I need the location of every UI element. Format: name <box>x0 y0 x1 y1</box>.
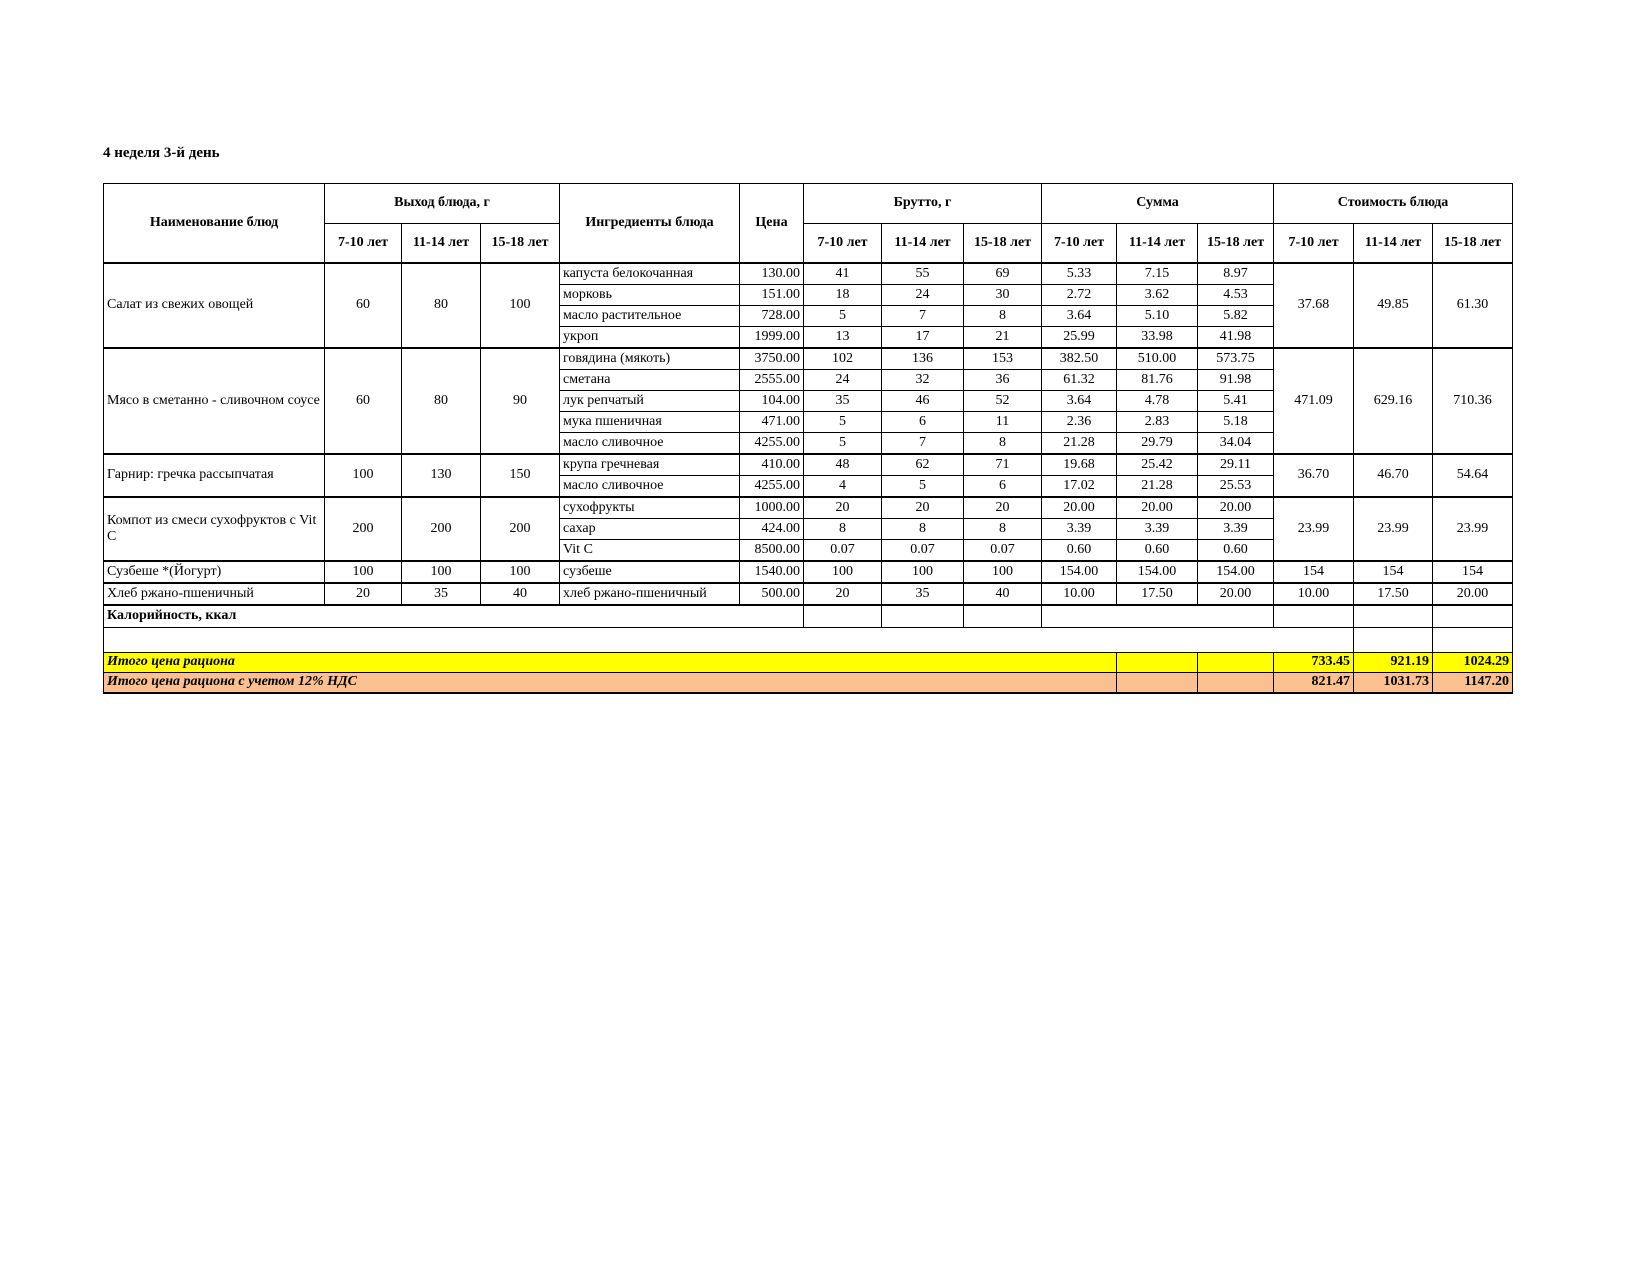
sum-cell-age-1: 382.50 <box>1042 348 1117 370</box>
ingredient-row <box>104 583 1513 605</box>
gross-cell-age-2: 136 <box>882 348 964 370</box>
ingredient-cell: Vit C <box>560 540 740 562</box>
gross-cell-age-2: 35 <box>882 583 964 605</box>
calories-cost-cell <box>1354 605 1433 628</box>
header-cost-age-3: 15-18 лет <box>1433 224 1513 264</box>
gross-cell-age-3: 40 <box>964 583 1042 605</box>
totals-row-net <box>104 653 1513 673</box>
gross-cell-age-1: 100 <box>804 561 882 583</box>
ingredient-cell: масло растительное <box>560 306 740 327</box>
sum-cell-age-1: 20.00 <box>1042 497 1117 519</box>
ingredient-cell: укроп <box>560 327 740 349</box>
dish-name-cell: Гарнир: гречка рассыпчатая <box>104 454 325 497</box>
gross-cell-age-2: 0.07 <box>882 540 964 562</box>
sum-cell-age-2: 7.15 <box>1117 263 1198 285</box>
gross-cell-age-3: 6 <box>964 476 1042 498</box>
calories-gross-cell <box>964 605 1042 628</box>
price-cell: 1000.00 <box>740 497 804 519</box>
cost-cell-age-2: 154 <box>1354 561 1433 583</box>
calories-sum-cell <box>1042 605 1274 628</box>
cost-cell-age-3: 154 <box>1433 561 1513 583</box>
cost-cell-age-3: 61.30 <box>1433 263 1513 348</box>
ingredient-cell: мука пшеничная <box>560 412 740 433</box>
price-cell: 130.00 <box>740 263 804 285</box>
output-cell-age-1: 200 <box>325 497 402 561</box>
header-gross-age-1: 7-10 лет <box>804 224 882 264</box>
gross-cell-age-2: 32 <box>882 370 964 391</box>
gross-cell-age-3: 8 <box>964 433 1042 455</box>
gross-cell-age-2: 46 <box>882 391 964 412</box>
sum-cell-age-2: 5.10 <box>1117 306 1198 327</box>
gross-cell-age-3: 153 <box>964 348 1042 370</box>
price-cell: 3750.00 <box>740 348 804 370</box>
gross-cell-age-2: 17 <box>882 327 964 349</box>
header-output: Выход блюда, г <box>325 184 560 224</box>
price-cell: 151.00 <box>740 285 804 306</box>
output-cell-age-3: 90 <box>481 348 560 454</box>
totals-net-value-2: 921.19 <box>1354 653 1433 673</box>
gross-cell-age-3: 8 <box>964 519 1042 540</box>
totals-vat-value-2: 1031.73 <box>1354 673 1433 694</box>
output-cell-age-3: 200 <box>481 497 560 561</box>
output-cell-age-1: 60 <box>325 348 402 454</box>
sum-cell-age-3: 154.00 <box>1198 561 1274 583</box>
ingredient-cell: масло сливочное <box>560 433 740 455</box>
header-cost-age-2: 11-14 лет <box>1354 224 1433 264</box>
price-cell: 1540.00 <box>740 561 804 583</box>
ingredient-cell: капуста белокочанная <box>560 263 740 285</box>
totals-empty-cell <box>1117 653 1198 673</box>
output-cell-age-3: 100 <box>481 561 560 583</box>
dish-name-cell: Сузбеше *(Йогурт) <box>104 561 325 583</box>
cost-cell-age-3: 23.99 <box>1433 497 1513 561</box>
output-cell-age-2: 80 <box>402 263 481 348</box>
cost-cell-age-1: 154 <box>1274 561 1354 583</box>
output-cell-age-1: 20 <box>325 583 402 605</box>
price-cell: 410.00 <box>740 454 804 476</box>
gross-cell-age-1: 41 <box>804 263 882 285</box>
output-cell-age-3: 150 <box>481 454 560 497</box>
totals-empty-cell <box>1117 673 1198 694</box>
gross-cell-age-1: 13 <box>804 327 882 349</box>
spacer-row <box>104 628 1513 653</box>
price-cell: 500.00 <box>740 583 804 605</box>
ingredient-cell: крупа гречневая <box>560 454 740 476</box>
gross-cell-age-1: 102 <box>804 348 882 370</box>
gross-cell-age-2: 62 <box>882 454 964 476</box>
gross-cell-age-1: 4 <box>804 476 882 498</box>
dish-rows-body <box>104 263 1513 605</box>
sum-cell-age-1: 3.64 <box>1042 391 1117 412</box>
gross-cell-age-3: 20 <box>964 497 1042 519</box>
spacer-cell <box>104 628 1354 653</box>
gross-cell-age-3: 0.07 <box>964 540 1042 562</box>
header-sum-age-3: 15-18 лет <box>1198 224 1274 264</box>
header-gross-age-3: 15-18 лет <box>964 224 1042 264</box>
sum-cell-age-3: 20.00 <box>1198 497 1274 519</box>
output-cell-age-2: 100 <box>402 561 481 583</box>
sum-cell-age-2: 2.83 <box>1117 412 1198 433</box>
spacer-cell <box>1433 628 1513 653</box>
gross-cell-age-3: 21 <box>964 327 1042 349</box>
menu-table <box>103 183 1513 694</box>
sum-cell-age-2: 3.62 <box>1117 285 1198 306</box>
header-gross: Брутто, г <box>804 184 1042 224</box>
cost-cell-age-1: 37.68 <box>1274 263 1354 348</box>
totals-vat-value-1: 821.47 <box>1274 673 1354 694</box>
header-output-age-3: 15-18 лет <box>481 224 560 264</box>
gross-cell-age-1: 20 <box>804 583 882 605</box>
sum-cell-age-2: 21.28 <box>1117 476 1198 498</box>
header-dish-name: Наименование блюд <box>104 184 325 264</box>
sum-cell-age-1: 10.00 <box>1042 583 1117 605</box>
cost-cell-age-2: 17.50 <box>1354 583 1433 605</box>
calories-gross-cell <box>882 605 964 628</box>
cost-cell-age-3: 20.00 <box>1433 583 1513 605</box>
sum-cell-age-1: 19.68 <box>1042 454 1117 476</box>
ingredient-cell: сахар <box>560 519 740 540</box>
totals-net-value-1: 733.45 <box>1274 653 1354 673</box>
ingredient-row <box>104 497 1513 519</box>
sum-cell-age-3: 0.60 <box>1198 540 1274 562</box>
gross-cell-age-2: 55 <box>882 263 964 285</box>
cost-cell-age-2: 23.99 <box>1354 497 1433 561</box>
ingredient-cell: лук репчатый <box>560 391 740 412</box>
ingredient-cell: сметана <box>560 370 740 391</box>
output-cell-age-1: 100 <box>325 561 402 583</box>
output-cell-age-2: 35 <box>402 583 481 605</box>
sum-cell-age-1: 2.36 <box>1042 412 1117 433</box>
sum-cell-age-2: 81.76 <box>1117 370 1198 391</box>
sum-cell-age-3: 29.11 <box>1198 454 1274 476</box>
gross-cell-age-2: 7 <box>882 306 964 327</box>
gross-cell-age-2: 24 <box>882 285 964 306</box>
sum-cell-age-2: 0.60 <box>1117 540 1198 562</box>
price-cell: 4255.00 <box>740 433 804 455</box>
gross-cell-age-3: 11 <box>964 412 1042 433</box>
ingredient-cell: масло сливочное <box>560 476 740 498</box>
sum-cell-age-3: 41.98 <box>1198 327 1274 349</box>
gross-cell-age-1: 5 <box>804 306 882 327</box>
gross-cell-age-1: 35 <box>804 391 882 412</box>
sum-cell-age-1: 154.00 <box>1042 561 1117 583</box>
sum-cell-age-1: 2.72 <box>1042 285 1117 306</box>
sum-cell-age-1: 25.99 <box>1042 327 1117 349</box>
sum-cell-age-3: 5.18 <box>1198 412 1274 433</box>
ingredient-cell: сузбеше <box>560 561 740 583</box>
header-ingredients: Ингредиенты блюда <box>560 184 740 264</box>
totals-row-vat <box>104 673 1513 694</box>
sum-cell-age-2: 154.00 <box>1117 561 1198 583</box>
price-cell: 8500.00 <box>740 540 804 562</box>
ingredient-cell: морковь <box>560 285 740 306</box>
calories-gross-cell <box>804 605 882 628</box>
sum-cell-age-2: 29.79 <box>1117 433 1198 455</box>
totals-empty-cell <box>1198 673 1274 694</box>
output-cell-age-1: 100 <box>325 454 402 497</box>
sum-cell-age-3: 91.98 <box>1198 370 1274 391</box>
output-cell-age-3: 40 <box>481 583 560 605</box>
sum-cell-age-3: 25.53 <box>1198 476 1274 498</box>
calories-cost-cell <box>1274 605 1354 628</box>
gross-cell-age-3: 52 <box>964 391 1042 412</box>
sum-cell-age-2: 4.78 <box>1117 391 1198 412</box>
gross-cell-age-1: 20 <box>804 497 882 519</box>
gross-cell-age-2: 7 <box>882 433 964 455</box>
sum-cell-age-3: 34.04 <box>1198 433 1274 455</box>
sum-cell-age-1: 61.32 <box>1042 370 1117 391</box>
cost-cell-age-2: 49.85 <box>1354 263 1433 348</box>
sum-cell-age-1: 17.02 <box>1042 476 1117 498</box>
ingredient-row <box>104 561 1513 583</box>
output-cell-age-2: 200 <box>402 497 481 561</box>
cost-cell-age-1: 471.09 <box>1274 348 1354 454</box>
gross-cell-age-3: 71 <box>964 454 1042 476</box>
price-cell: 1999.00 <box>740 327 804 349</box>
output-cell-age-2: 80 <box>402 348 481 454</box>
gross-cell-age-2: 100 <box>882 561 964 583</box>
price-cell: 2555.00 <box>740 370 804 391</box>
cost-cell-age-1: 36.70 <box>1274 454 1354 497</box>
header-price: Цена <box>740 184 804 264</box>
totals-vat-label: Итого цена рациона с учетом 12% НДС <box>104 673 1117 694</box>
gross-cell-age-1: 8 <box>804 519 882 540</box>
spacer-cell <box>1354 628 1433 653</box>
output-cell-age-3: 100 <box>481 263 560 348</box>
header-cost-age-1: 7-10 лет <box>1274 224 1354 264</box>
sum-cell-age-1: 0.60 <box>1042 540 1117 562</box>
ingredient-cell: хлеб ржано-пшеничный <box>560 583 740 605</box>
sum-cell-age-2: 20.00 <box>1117 497 1198 519</box>
sum-cell-age-1: 21.28 <box>1042 433 1117 455</box>
gross-cell-age-2: 20 <box>882 497 964 519</box>
ingredient-row <box>104 348 1513 370</box>
ingredient-row <box>104 263 1513 285</box>
gross-cell-age-3: 8 <box>964 306 1042 327</box>
calories-label: Калорийность, ккал <box>104 605 804 628</box>
dish-name-cell: Мясо в сметанно - сливочном соусе <box>104 348 325 454</box>
gross-cell-age-2: 5 <box>882 476 964 498</box>
sum-cell-age-3: 20.00 <box>1198 583 1274 605</box>
price-cell: 4255.00 <box>740 476 804 498</box>
sum-cell-age-2: 25.42 <box>1117 454 1198 476</box>
sum-cell-age-2: 3.39 <box>1117 519 1198 540</box>
header-output-age-2: 11-14 лет <box>402 224 481 264</box>
dish-name-cell: Салат из свежих овощей <box>104 263 325 348</box>
header-sum-age-2: 11-14 лет <box>1117 224 1198 264</box>
gross-cell-age-3: 100 <box>964 561 1042 583</box>
output-cell-age-2: 130 <box>402 454 481 497</box>
sum-cell-age-3: 5.82 <box>1198 306 1274 327</box>
cost-cell-age-2: 629.16 <box>1354 348 1433 454</box>
cost-cell-age-1: 10.00 <box>1274 583 1354 605</box>
gross-cell-age-1: 5 <box>804 412 882 433</box>
gross-cell-age-3: 69 <box>964 263 1042 285</box>
price-cell: 424.00 <box>740 519 804 540</box>
gross-cell-age-1: 24 <box>804 370 882 391</box>
sum-cell-age-3: 5.41 <box>1198 391 1274 412</box>
sum-cell-age-2: 33.98 <box>1117 327 1198 349</box>
totals-empty-cell <box>1198 653 1274 673</box>
gross-cell-age-2: 8 <box>882 519 964 540</box>
sum-cell-age-3: 8.97 <box>1198 263 1274 285</box>
ingredient-row <box>104 454 1513 476</box>
gross-cell-age-3: 30 <box>964 285 1042 306</box>
dish-name-cell: Компот из смеси сухофруктов с Vit C <box>104 497 325 561</box>
gross-cell-age-1: 18 <box>804 285 882 306</box>
gross-cell-age-1: 0.07 <box>804 540 882 562</box>
header-sum-age-1: 7-10 лет <box>1042 224 1117 264</box>
sum-cell-age-3: 573.75 <box>1198 348 1274 370</box>
calories-row <box>104 605 1513 628</box>
header-sum: Сумма <box>1042 184 1274 224</box>
page-title: 4 неделя 3-й день <box>103 145 220 161</box>
sum-cell-age-2: 510.00 <box>1117 348 1198 370</box>
price-cell: 471.00 <box>740 412 804 433</box>
dish-name-cell: Хлеб ржано-пшеничный <box>104 583 325 605</box>
ingredient-cell: сухофрукты <box>560 497 740 519</box>
cost-cell-age-1: 23.99 <box>1274 497 1354 561</box>
price-cell: 728.00 <box>740 306 804 327</box>
sum-cell-age-1: 3.39 <box>1042 519 1117 540</box>
cost-cell-age-2: 46.70 <box>1354 454 1433 497</box>
totals-net-value-3: 1024.29 <box>1433 653 1513 673</box>
sum-cell-age-1: 3.64 <box>1042 306 1117 327</box>
gross-cell-age-3: 36 <box>964 370 1042 391</box>
header-cost: Стоимость блюда <box>1274 184 1513 224</box>
price-cell: 104.00 <box>740 391 804 412</box>
totals-net-label: Итого цена рациона <box>104 653 1117 673</box>
sum-cell-age-3: 4.53 <box>1198 285 1274 306</box>
cost-cell-age-3: 54.64 <box>1433 454 1513 497</box>
header-gross-age-2: 11-14 лет <box>882 224 964 264</box>
sum-cell-age-1: 5.33 <box>1042 263 1117 285</box>
sum-cell-age-3: 3.39 <box>1198 519 1274 540</box>
gross-cell-age-1: 48 <box>804 454 882 476</box>
totals-vat-value-3: 1147.20 <box>1433 673 1513 694</box>
gross-cell-age-2: 6 <box>882 412 964 433</box>
gross-cell-age-1: 5 <box>804 433 882 455</box>
calories-cost-cell <box>1433 605 1513 628</box>
ingredient-cell: говядина (мякоть) <box>560 348 740 370</box>
cost-cell-age-3: 710.36 <box>1433 348 1513 454</box>
sum-cell-age-2: 17.50 <box>1117 583 1198 605</box>
output-cell-age-1: 60 <box>325 263 402 348</box>
header-output-age-1: 7-10 лет <box>325 224 402 264</box>
